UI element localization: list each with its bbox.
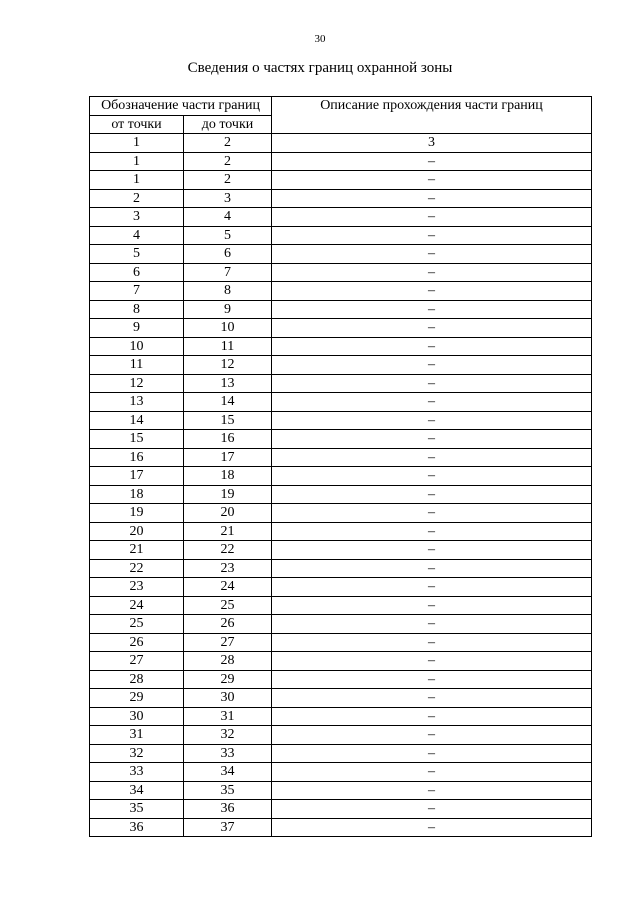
cell-to: 36: [184, 800, 272, 819]
table-row: [90, 818, 592, 837]
cell-to: 24: [184, 578, 272, 597]
cell-to: 27: [184, 633, 272, 652]
cell-to: 16: [184, 430, 272, 449]
table-row: [90, 744, 592, 763]
header-number: 3: [272, 134, 592, 153]
cell-description: –: [272, 485, 592, 504]
table-row: [90, 596, 592, 615]
cell-to: 29: [184, 670, 272, 689]
cell-from: 21: [90, 541, 184, 560]
cell-to: 17: [184, 448, 272, 467]
cell-to: 21: [184, 522, 272, 541]
cell-from: 24: [90, 596, 184, 615]
cell-description: –: [272, 171, 592, 190]
cell-description: –: [272, 282, 592, 301]
cell-to: 14: [184, 393, 272, 412]
cell-from: 14: [90, 411, 184, 430]
cell-from: 35: [90, 800, 184, 819]
cell-description: –: [272, 430, 592, 449]
cell-description: –: [272, 578, 592, 597]
cell-to: 20: [184, 504, 272, 523]
table-header: [90, 97, 592, 153]
cell-description: –: [272, 652, 592, 671]
cell-from: 7: [90, 282, 184, 301]
cell-to: 15: [184, 411, 272, 430]
cell-description: –: [272, 559, 592, 578]
cell-to: 18: [184, 467, 272, 486]
table-row: [90, 578, 592, 597]
cell-from: 17: [90, 467, 184, 486]
header-designation: Обозначение части границ: [90, 97, 272, 116]
cell-to: 31: [184, 707, 272, 726]
cell-to: 11: [184, 337, 272, 356]
cell-description: –: [272, 374, 592, 393]
cell-to: 19: [184, 485, 272, 504]
table-row: [90, 522, 592, 541]
cell-from: 31: [90, 726, 184, 745]
cell-description: –: [272, 633, 592, 652]
table-row: [90, 615, 592, 634]
table-row: [90, 763, 592, 782]
cell-to: 5: [184, 226, 272, 245]
table-row: [90, 300, 592, 319]
cell-from: 3: [90, 208, 184, 227]
cell-from: 12: [90, 374, 184, 393]
cell-to: 33: [184, 744, 272, 763]
cell-description: –: [272, 707, 592, 726]
cell-from: 15: [90, 430, 184, 449]
cell-from: 5: [90, 245, 184, 264]
cell-from: 34: [90, 781, 184, 800]
cell-from: 13: [90, 393, 184, 412]
cell-to: 22: [184, 541, 272, 560]
table-row: [90, 152, 592, 171]
cell-from: 23: [90, 578, 184, 597]
cell-description: –: [272, 152, 592, 171]
cell-to: 12: [184, 356, 272, 375]
document-title: Сведения о частях границ охранной зоны: [187, 60, 453, 76]
table-row: [90, 263, 592, 282]
table-row: [90, 448, 592, 467]
cell-from: 29: [90, 689, 184, 708]
cell-from: 9: [90, 319, 184, 338]
cell-from: 22: [90, 559, 184, 578]
cell-from: 26: [90, 633, 184, 652]
table-row: [90, 689, 592, 708]
cell-to: 23: [184, 559, 272, 578]
cell-to: 10: [184, 319, 272, 338]
page-number: 30: [314, 33, 326, 45]
table-row: [90, 559, 592, 578]
cell-description: –: [272, 208, 592, 227]
cell-to: 6: [184, 245, 272, 264]
cell-from: 1: [90, 171, 184, 190]
cell-to: 4: [184, 208, 272, 227]
cell-from: 1: [90, 152, 184, 171]
table-row: [90, 504, 592, 523]
header-to: до точки: [184, 115, 272, 134]
cell-from: 16: [90, 448, 184, 467]
cell-description: –: [272, 411, 592, 430]
boundary-table: [89, 96, 592, 837]
table-row: [90, 337, 592, 356]
cell-description: –: [272, 393, 592, 412]
cell-from: 20: [90, 522, 184, 541]
cell-to: 2: [184, 171, 272, 190]
cell-description: –: [272, 319, 592, 338]
cell-from: 11: [90, 356, 184, 375]
cell-description: –: [272, 245, 592, 264]
cell-from: 2: [90, 189, 184, 208]
cell-description: –: [272, 356, 592, 375]
cell-from: 4: [90, 226, 184, 245]
cell-from: 30: [90, 707, 184, 726]
cell-from: 25: [90, 615, 184, 634]
header-row: [90, 97, 592, 116]
cell-description: –: [272, 337, 592, 356]
cell-description: –: [272, 541, 592, 560]
cell-to: 13: [184, 374, 272, 393]
cell-description: –: [272, 763, 592, 782]
cell-description: –: [272, 467, 592, 486]
table-row: [90, 356, 592, 375]
cell-description: –: [272, 448, 592, 467]
cell-description: –: [272, 189, 592, 208]
table-row: [90, 726, 592, 745]
table-row: [90, 670, 592, 689]
cell-description: –: [272, 744, 592, 763]
cell-description: –: [272, 726, 592, 745]
table-row: [90, 393, 592, 412]
cell-to: 30: [184, 689, 272, 708]
header-number: 2: [184, 134, 272, 153]
cell-description: –: [272, 300, 592, 319]
table-row: [90, 633, 592, 652]
table-row: [90, 430, 592, 449]
cell-from: 8: [90, 300, 184, 319]
cell-description: –: [272, 596, 592, 615]
cell-description: –: [272, 226, 592, 245]
header-from: от точки: [90, 115, 184, 134]
table-row: [90, 171, 592, 190]
table-row: [90, 411, 592, 430]
cell-description: –: [272, 800, 592, 819]
cell-description: –: [272, 522, 592, 541]
header-description: Описание прохождения части границ: [272, 97, 592, 134]
cell-description: –: [272, 689, 592, 708]
table-row: [90, 374, 592, 393]
table-row: [90, 485, 592, 504]
cell-from: 33: [90, 763, 184, 782]
table-row: [90, 208, 592, 227]
cell-description: –: [272, 818, 592, 837]
cell-from: 32: [90, 744, 184, 763]
cell-from: 36: [90, 818, 184, 837]
table-row: [90, 652, 592, 671]
cell-from: 6: [90, 263, 184, 282]
table-row: [90, 282, 592, 301]
cell-from: 10: [90, 337, 184, 356]
table-row: [90, 800, 592, 819]
cell-to: 32: [184, 726, 272, 745]
cell-to: 25: [184, 596, 272, 615]
cell-to: 28: [184, 652, 272, 671]
cell-description: –: [272, 670, 592, 689]
table-row: [90, 781, 592, 800]
cell-description: –: [272, 615, 592, 634]
header-number: 1: [90, 134, 184, 153]
table-row: [90, 245, 592, 264]
cell-description: –: [272, 263, 592, 282]
cell-to: 34: [184, 763, 272, 782]
cell-to: 35: [184, 781, 272, 800]
table-row: [90, 189, 592, 208]
cell-to: 2: [184, 152, 272, 171]
cell-from: 27: [90, 652, 184, 671]
cell-to: 9: [184, 300, 272, 319]
table-row: [90, 707, 592, 726]
cell-to: 8: [184, 282, 272, 301]
cell-description: –: [272, 781, 592, 800]
cell-from: 28: [90, 670, 184, 689]
table-body: [90, 152, 592, 837]
header-number-row: [90, 134, 592, 153]
cell-to: 37: [184, 818, 272, 837]
table-row: [90, 467, 592, 486]
table-row: [90, 226, 592, 245]
table-row: [90, 541, 592, 560]
cell-to: 3: [184, 189, 272, 208]
cell-description: –: [272, 504, 592, 523]
cell-to: 7: [184, 263, 272, 282]
cell-from: 18: [90, 485, 184, 504]
cell-to: 26: [184, 615, 272, 634]
cell-from: 19: [90, 504, 184, 523]
table-row: [90, 319, 592, 338]
